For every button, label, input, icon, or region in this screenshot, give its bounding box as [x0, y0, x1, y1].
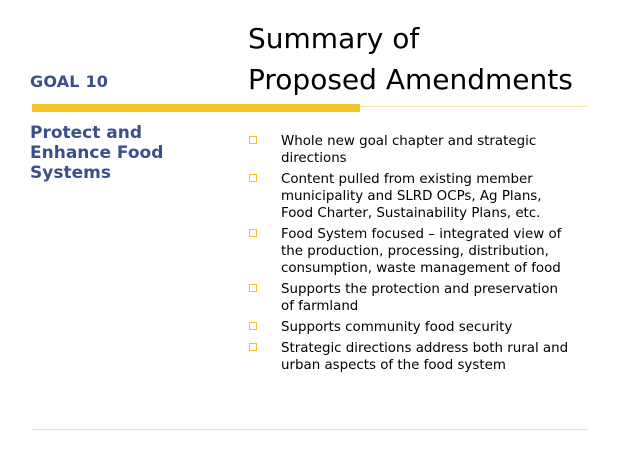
bullet-text-line: Whole new goal chapter and strategic	[281, 134, 537, 149]
bullet-item	[248, 281, 608, 315]
bullet-item	[248, 226, 608, 277]
bullet-text-line: municipality and SLRD OCPs, Ag Plans,	[281, 189, 542, 204]
slide-title-line: Proposed Amendments	[248, 63, 573, 96]
bullet-item	[248, 319, 608, 336]
accent-bar	[32, 104, 360, 112]
bullet-item	[248, 133, 608, 167]
section-heading	[30, 123, 230, 183]
bullet-text-line: Strategic directions address both rural and	[281, 341, 569, 356]
bullet-text-line: Supports the protection and preservation	[281, 282, 558, 297]
hollow-square-bullet-icon	[249, 343, 257, 351]
bullet-list	[248, 133, 608, 378]
section-heading-line: Protect and	[30, 123, 143, 143]
hollow-square-bullet-icon	[249, 284, 257, 292]
bullet-text-line: consumption, waste management of food	[281, 261, 561, 276]
section-heading-line: Systems	[30, 163, 111, 183]
hollow-square-bullet-icon	[249, 229, 257, 237]
bullet-text-line: of farmland	[281, 299, 359, 314]
bullet-text-line: Food System focused – integrated view of	[281, 227, 562, 242]
hollow-square-bullet-icon	[249, 174, 257, 182]
hollow-square-bullet-icon	[249, 322, 257, 330]
title-divider	[360, 106, 588, 107]
bullet-item	[248, 340, 608, 374]
hollow-square-bullet-icon	[249, 136, 257, 144]
slide-title-line: Summary of	[248, 22, 420, 55]
bullet-text-line: Content pulled from existing member	[281, 172, 533, 187]
slide-title	[248, 18, 573, 100]
bullet-text-line: urban aspects of the food system	[281, 358, 506, 373]
bullet-text-line: Supports community food security	[281, 320, 513, 335]
bullet-text-line: directions	[281, 151, 347, 166]
bullet-item	[248, 171, 608, 222]
section-heading-line: Enhance Food	[30, 143, 164, 163]
goal-label: GOAL 10	[30, 72, 109, 91]
bullet-text-line: Food Charter, Sustainability Plans, etc.	[281, 206, 541, 221]
footer-divider	[32, 429, 588, 430]
bullet-text-line: the production, processing, distribution,	[281, 244, 549, 259]
